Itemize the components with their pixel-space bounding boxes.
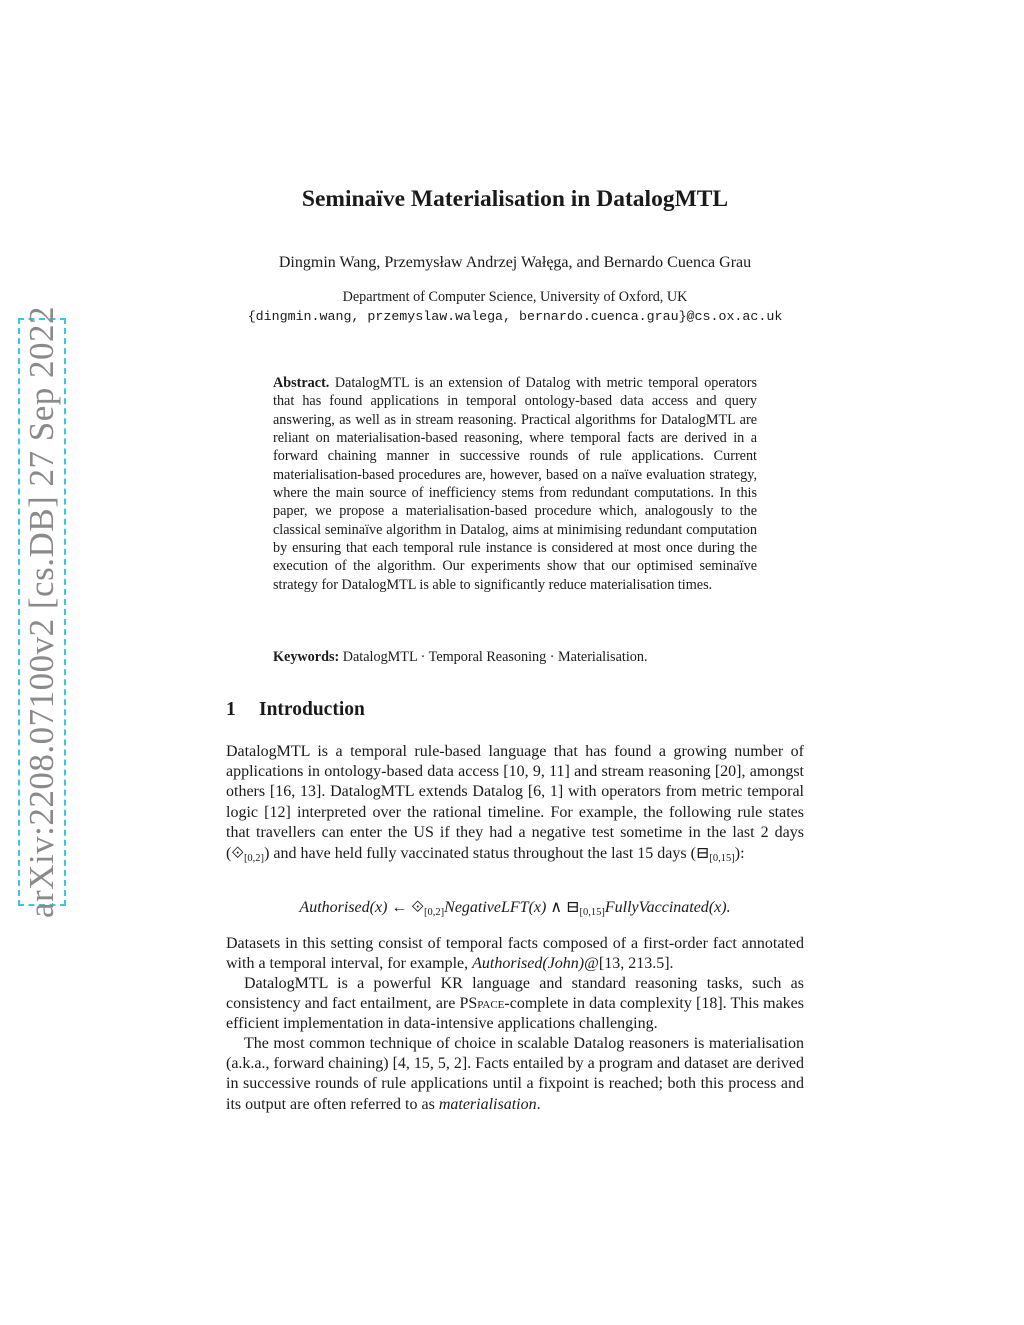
- formula-atom-2-arg: (x).: [708, 899, 731, 916]
- author-emails: {dingmin.wang, przemyslaw.walega, bernardo.cuenca.grau}@cs.ox.ac.uk: [247, 309, 783, 324]
- affiliation: Department of Computer Science, University of Oxford, UK: [342, 289, 688, 305]
- paper-title: Seminaïve Materialisation in DatalogMTL: [301, 186, 729, 212]
- intro-paragraph-3: [226, 974, 804, 1035]
- abstract-label: Abstract.: [273, 375, 330, 391]
- p1-box-interval: [0,15]: [709, 853, 735, 865]
- p1-text-b: ) and have held fully vaccinated status throughout the last 15 days (: [264, 845, 696, 863]
- intro-paragraph-4: [226, 1034, 804, 1115]
- arxiv-stamp[interactable]: [18, 305, 66, 919]
- keywords-label: Keywords:: [273, 649, 340, 665]
- box-minus-icon: ⊟: [695, 843, 710, 863]
- rule-formula: [226, 897, 804, 918]
- pspace-p: PS: [459, 995, 478, 1013]
- author-list: Dingmin Wang, Przemysław Andrzej Wałęga, and Bernardo Cuenca Grau: [278, 254, 752, 271]
- p2-fact: Authorised(John): [472, 955, 585, 973]
- abstract: [273, 374, 757, 594]
- pspace-rest: pace: [477, 995, 505, 1013]
- formula-box-minus-icon: ⊟: [566, 897, 580, 916]
- abstract-text: DatalogMTL is an extension of Datalog with metric temporal operators that has found applications in temporal ontology-based data access and query answering, as well as in stream reasoning. Practical algorithms for DatalogMTL are reliant on materialisation-based reasoning, where temporal facts are derived in a forward chaining manner in successive rounds of rule applications. Current materialisation-based procedures are, however, based on a naïve evaluation strategy, where the main source of inefficiency stems from redundant computations. In this paper, we propose a materialisation-based procedure which, analogously to the classical seminaïve algorithm in Datalog, aims at minimising redundant computation by ensuring that each temporal rule instance is considered at most once during the execution of the algorithm. Our experiments show that our optimised seminaïve strategy for DatalogMTL is able to significantly reduce materialisation times.: [273, 375, 757, 593]
- p3-text-b: -complete in data complexity [18]. This makes efficient implementation in data-intensive applications challenging.: [226, 995, 804, 1033]
- keywords-text: DatalogMTL · Temporal Reasoning · Materialisation.: [342, 649, 648, 665]
- section-title: Introduction: [259, 699, 365, 720]
- p1-diamond-interval: [0,2]: [243, 853, 265, 865]
- formula-conjunction: ∧: [546, 899, 567, 916]
- formula-atom-1: NegativeLFT: [444, 899, 529, 916]
- intro-paragraph-1: [226, 742, 804, 869]
- formula-head-arg: (x): [369, 899, 388, 916]
- formula-diamond-minus-icon: ⟐: [411, 897, 425, 916]
- keywords: [273, 648, 757, 666]
- formula-atom-1-arg: (x): [528, 899, 547, 916]
- formula-head: Authorised: [299, 899, 370, 916]
- p2-text: Datasets in this setting consist of temporal facts composed of a first-order fact annotated with a temporal interval, for example,: [226, 935, 804, 973]
- formula-atom-2: FullyVaccinated: [604, 899, 709, 916]
- intro-paragraph-2: [226, 934, 804, 974]
- section-number: 1: [226, 699, 236, 720]
- p1-text-c: ):: [734, 845, 745, 863]
- p2-fact-interval: @[13, 213.5].: [584, 955, 674, 973]
- section-heading: [226, 699, 365, 721]
- diamond-minus-icon: ⟐: [231, 843, 244, 863]
- p4-emphasis: materialisation: [438, 1095, 537, 1113]
- p4-end: .: [536, 1095, 541, 1113]
- p1-text-a: DatalogMTL is a temporal rule-based language that has found a growing number of applications in ontology-based data access [10, 9, 11] and stream reasoning [20], amongst others [16, 13]. DatalogMTL extends Datalog [6, 1] with operators from metric temporal logic [12] interpreted over the rational timeline. For example, the following rule states that travellers can enter the US if they had a negative test sometime in the last 2 days (: [226, 743, 804, 863]
- p3-text-a: DatalogMTL is a powerful KR language and standard reasoning tasks, such as consistency and fact entailment, are: [226, 975, 804, 1013]
- formula-box-interval: [0,15]: [579, 907, 605, 918]
- arxiv-identifier[interactable]: arXiv:2208.07100v2 [cs.DB] 27 Sep 2022: [22, 305, 62, 919]
- formula-diamond-interval: [0,2]: [424, 907, 445, 918]
- p4-text: The most common technique of choice in scalable Datalog reasoners is materialisation (a.k.a., forward chaining) [4, 15, 5, 2]. Facts entailed by a program and dataset are derived in successive rounds of rule applications until a fixpoint is reached; both this process and its output are often referred to as: [226, 1035, 804, 1113]
- formula-arrow: ←: [387, 899, 412, 916]
